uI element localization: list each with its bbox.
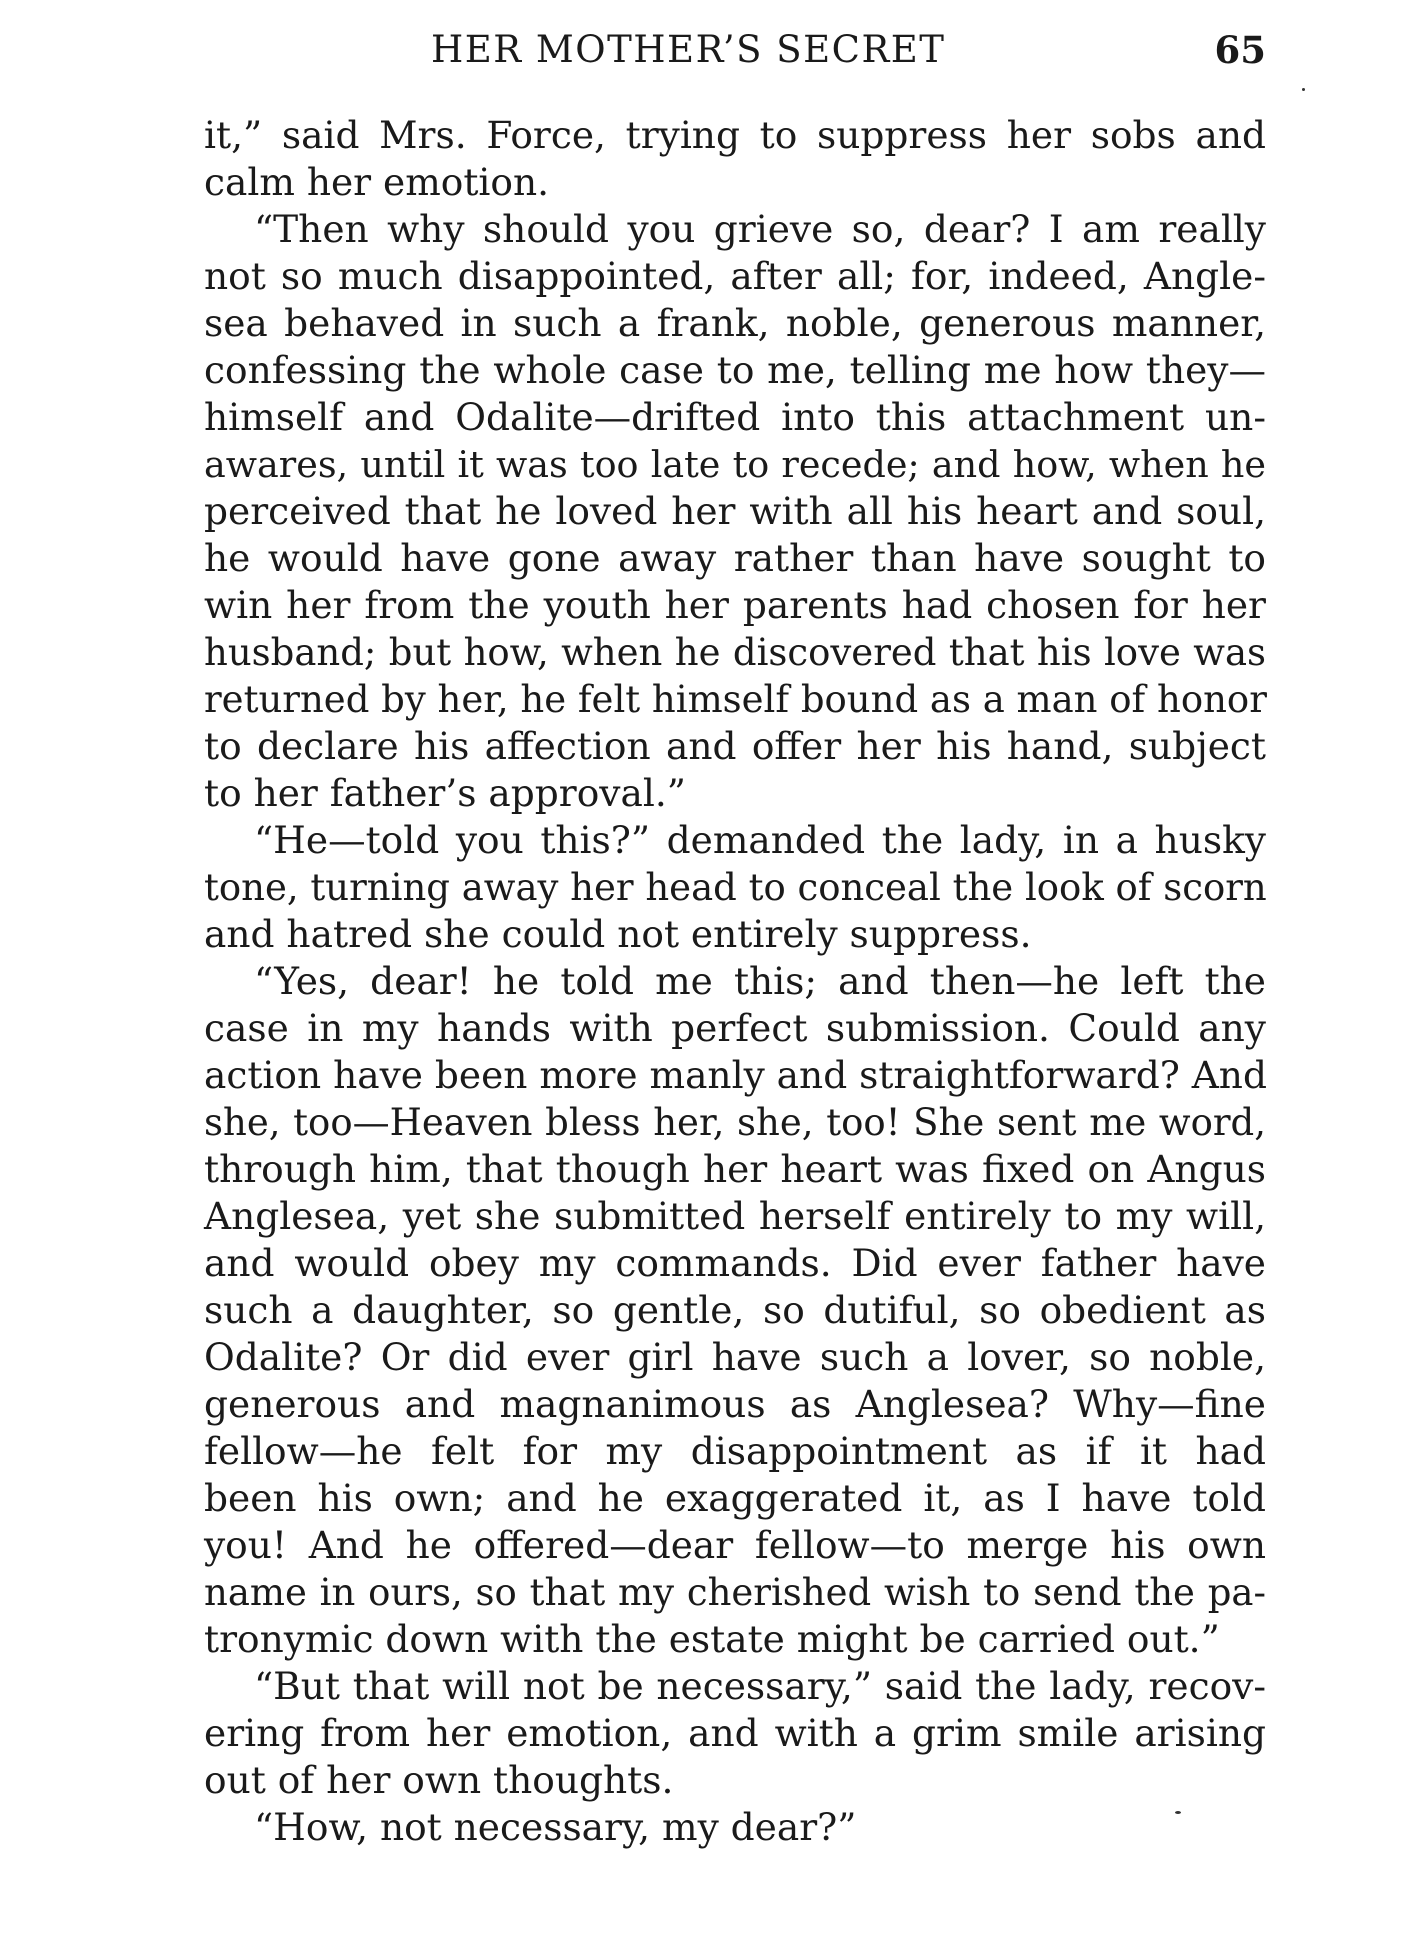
text-line: Anglesea, yet she submitted herself entirely to my will, [204,1194,1266,1238]
text-line: case in my hands with perfect submission. Could any [204,1006,1266,1050]
text-line: and would obey my commands. Did ever father have [204,1241,1266,1285]
book-page [204,24,1266,1914]
text-line: she, too—Heaven bless her, she, too! She sent me word, [204,1101,1266,1144]
page-number: 65 [1214,28,1266,72]
text-line: win her from the youth her parents had chosen for her [204,583,1266,627]
running-head [204,24,1266,84]
text-line: to her father’s approval.” [204,771,686,815]
running-title: HER MOTHER’S SECRET [431,28,946,71]
text-line: fellow—he felt for my disappointment as if it had [204,1429,1266,1473]
text-line: husband; but how, when he discovered that his love was [204,631,1266,674]
text-line: perceived that he loved her with all his heart and soul, [204,489,1266,533]
text-line: it,” said Mrs. Force, trying to suppress her sobs and [204,113,1266,157]
text-line: returned by her, he felt himself bound as a man of honor [204,678,1267,721]
text-line: “He—told you this?” demanded the lady, in a husky [254,818,1266,862]
text-line: you! And he offered—dear fellow—to merge his own [204,1523,1266,1567]
text-line: through him, that though her heart was fixed on Angus [204,1147,1266,1191]
text-line: and hatred she could not entirely suppress. [204,912,1032,956]
text-line: sea behaved in such a frank, noble, generous manner, [204,301,1266,345]
text-line: “Yes, dear! he told me this; and then—he left the [254,959,1266,1003]
text-line: such a daughter, so gentle, so dutiful, so obedient as [204,1288,1266,1332]
text-line: out of her own thoughts. [204,1758,674,1802]
text-line: been his own; and he exaggerated it, as I have told [204,1476,1266,1520]
page-speck [1175,1811,1181,1814]
text-line: he would have gone away rather than have sought to [204,536,1266,580]
text-line: “But that will not be necessary,” said the lady, recov- [254,1664,1266,1708]
text-line: ering from her emotion, and with a grim smile arising [204,1711,1266,1755]
text-line: to declare his affection and offer her his hand, subject [204,724,1266,768]
text-line: not so much disappointed, after all; for, indeed, Angle- [204,254,1266,298]
text-line: confessing the whole case to me, telling me how they— [204,348,1266,392]
text-line: tone, turning away her head to conceal the look of scorn [204,866,1267,909]
text-line: awares, until it was too late to recede; and how, when he [204,443,1266,486]
text-line: tronymic down with the estate might be carried out.” [204,1617,1220,1661]
text-line: “How, not necessary, my dear?” [254,1805,857,1849]
text-line: himself and Odalite—drifted into this attachment un- [204,395,1266,439]
text-line: name in ours, so that my cherished wish to send the pa- [204,1571,1266,1614]
text-line: Odalite? Or did ever girl have such a lover, so noble, [204,1335,1266,1379]
text-line: calm her emotion. [204,160,550,204]
body-text [204,112,1266,1851]
text-line: “Then why should you grieve so, dear? I am really [254,207,1266,251]
text-line: generous and magnanimous as Anglesea? Why—fine [204,1382,1266,1426]
page-speck [1302,88,1305,91]
text-line: action have been more manly and straightforward? And [204,1053,1267,1097]
